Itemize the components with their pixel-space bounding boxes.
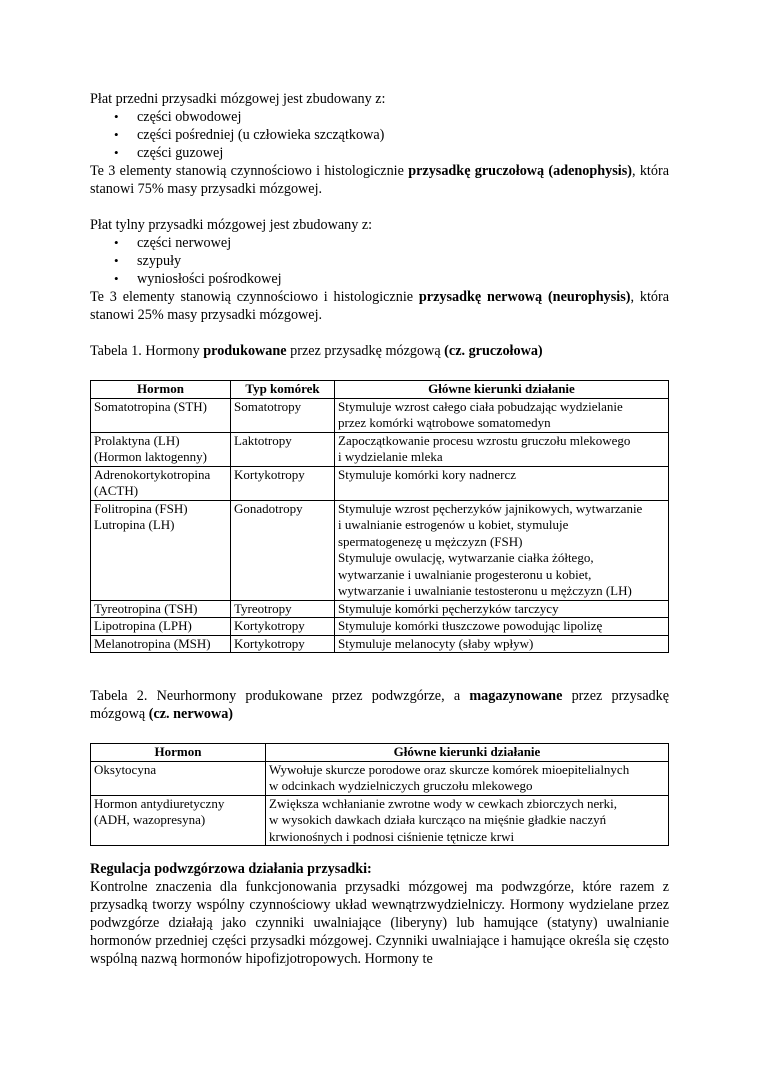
- table-cell: [91, 500, 231, 600]
- cell-text: Wywołuje skurcze porodowe oraz skurcze komórek mioepitelialnych: [269, 761, 630, 777]
- table-cell: Gonadotropy: [231, 500, 335, 600]
- section2-intro: Płat tylny przysadki mózgowej jest zbudowany z:: [90, 217, 373, 233]
- table-cell: [335, 600, 669, 618]
- section1-summary: Te 3 elementy stanowią czynnościowo i histologicznie przysadkę gruczołową (adenophysis), która stanowi 75% masy przysadki mózgowej.: [90, 163, 669, 197]
- cell-text: przez komórki wątrobowe somatomedyn: [338, 415, 551, 430]
- cell-text: Melanotropina (MSH): [94, 635, 211, 651]
- table1-caption: Tabela 1. Hormony produkowane przez przysadkę mózgową (cz. gruczołowa): [90, 343, 543, 359]
- table-cell: [335, 432, 669, 466]
- cell-text: spermatogenezę u mężczyzn (FSH): [338, 533, 523, 549]
- table-row: [91, 432, 669, 466]
- cell-text: Tyreotropina (TSH): [94, 600, 198, 616]
- table-cell: [91, 466, 231, 500]
- column-header: Hormon: [91, 744, 266, 762]
- column-header: Hormon: [91, 381, 231, 399]
- table-row: [91, 600, 669, 618]
- table-row: [91, 618, 669, 636]
- table-cell: Kortykotropy: [231, 618, 335, 636]
- table-header-row: [91, 744, 669, 762]
- cell-text: Stymuluje wzrost całego ciała pobudzając wydzielanie: [338, 398, 623, 414]
- table-cell: [266, 795, 669, 846]
- table-row: [91, 466, 669, 500]
- table-cell: [266, 761, 669, 795]
- list-item: • części obwodowej: [90, 108, 669, 126]
- column-header: Główne kierunki działanie: [266, 744, 669, 762]
- list-item: • szypuły: [90, 252, 669, 270]
- cell-text: Stymuluje melanocyty (słaby wpływ): [338, 635, 534, 651]
- cell-text: Lipotropina (LPH): [94, 618, 192, 633]
- table-cell: [91, 600, 231, 618]
- table-header-row: [91, 381, 669, 399]
- cell-text: i wydzielanie mleka: [338, 449, 443, 464]
- cell-text: Lutropina (LH): [94, 517, 175, 532]
- table-cell: [335, 635, 669, 653]
- table-cell: Tyreotropy: [231, 600, 335, 618]
- cell-text: Stymuluje komórki tłuszczowe powodując lipolizę: [338, 618, 603, 633]
- cell-text: wytwarzanie i uwalnianie testosteronu u mężczyzn (LH): [338, 583, 632, 598]
- list-item: • części nerwowej: [90, 234, 669, 252]
- section2-summary: Te 3 elementy stanowią czynnościowo i histologicznie przysadkę nerwową (neurophysis), która stanowi 25% masy przysadki mózgowej.: [90, 289, 669, 323]
- section2-list: [90, 234, 669, 288]
- table-row: [91, 635, 669, 653]
- table2-caption: Tabela 2. Neurhormony produkowane przez podwzgórze, a magazynowane przez przysadkę mózgową (cz. nerwowa): [90, 688, 669, 722]
- column-header: Główne kierunki działanie: [335, 381, 669, 399]
- table-cell: [335, 466, 669, 500]
- cell-text: Adrenokortykotropina: [94, 466, 211, 482]
- cell-text: Oksytocyna: [94, 761, 157, 777]
- cell-text: Folitropina (FSH): [94, 500, 188, 516]
- section1-intro: Płat przedni przysadki mózgowej jest zbudowany z:: [90, 91, 386, 107]
- cell-text: wytwarzanie i uwalnianie progesteronu u kobiet,: [338, 566, 592, 582]
- cell-text: Zwiększa wchłanianie zwrotne wody w cewkach zbiorczych nerki,: [269, 795, 617, 811]
- list-item: • części guzowej: [90, 144, 669, 162]
- cell-text: (ADH, wazopresyna): [94, 812, 206, 827]
- table-cell: [91, 398, 231, 432]
- table-row: [91, 795, 669, 846]
- cell-text: Stymuluje wzrost pęcherzyków jajnikowych, wytwarzanie: [338, 500, 643, 516]
- table-cell: [91, 761, 266, 795]
- cell-text: Zapoczątkowanie procesu wzrostu gruczołu mlekowego: [338, 432, 631, 448]
- cell-text: Somatotropina (STH): [94, 398, 208, 414]
- cell-text: krwionośnych i podnosi ciśnienie tętnicze krwi: [269, 828, 515, 844]
- table-row: [91, 398, 669, 432]
- section1-list: [90, 108, 669, 162]
- cell-text: Stymuluje komórki kory nadnercz: [338, 466, 516, 482]
- table-cell: [335, 398, 669, 432]
- list-item: • części pośredniej (u człowieka szczątkowa): [90, 126, 669, 144]
- cell-text: w wysokich dawkach działa kurcząco na mięśnie gładkie naczyń: [269, 812, 607, 827]
- cell-text: Stymuluje owulację, wytwarzanie ciałka żółtego,: [338, 550, 594, 565]
- table-cell: [335, 500, 669, 600]
- table-cell: Kortykotropy: [231, 635, 335, 653]
- document-page: [90, 90, 669, 968]
- list-item: • wyniosłości pośrodkowej: [90, 270, 669, 288]
- section3-heading: Regulacja podwzgórzowa działania przysadki:: [90, 861, 372, 877]
- cell-text: Stymuluje komórki pęcherzyków tarczycy: [338, 600, 559, 616]
- table-cell: [91, 618, 231, 636]
- cell-text: Hormon antydiuretyczny: [94, 795, 225, 811]
- cell-text: (Hormon laktogenny): [94, 449, 208, 464]
- table-cell: [91, 635, 231, 653]
- table1: [90, 380, 669, 653]
- table-row: [91, 761, 669, 795]
- column-header: Typ komórek: [231, 381, 335, 399]
- table-cell: Kortykotropy: [231, 466, 335, 500]
- table-cell: Somatotropy: [231, 398, 335, 432]
- cell-text: Prolaktyna (LH): [94, 432, 180, 448]
- cell-text: (ACTH): [94, 483, 139, 498]
- table-cell: Laktotropy: [231, 432, 335, 466]
- table-cell: [335, 618, 669, 636]
- table2: [90, 743, 669, 846]
- cell-text: w odcinkach wydzielniczych gruczołu mlekowego: [269, 778, 533, 793]
- cell-text: i uwalnianie estrogenów u kobiet, stymuluje: [338, 517, 569, 532]
- table-cell: [91, 795, 266, 846]
- section3-body: Kontrolne znaczenia dla funkcjonowania przysadki mózgowej ma podwzgórze, które razem z przysadką tworzy wspólny czynnościowy układ wewnątrzwydzielniczy. Hormony wydzielane przez podwzgórze działają jako czynniki uwalniające (liberyny) lub hamujące (statyny) uwalnianie hormonów przedniej części przysadki mózgowej. Czynniki uwalniające i hamujące określa się często wspólną nazwą hormonów hipofizjotropowych. Hormony te: [90, 879, 669, 967]
- table-cell: [91, 432, 231, 466]
- table-row: [91, 500, 669, 600]
